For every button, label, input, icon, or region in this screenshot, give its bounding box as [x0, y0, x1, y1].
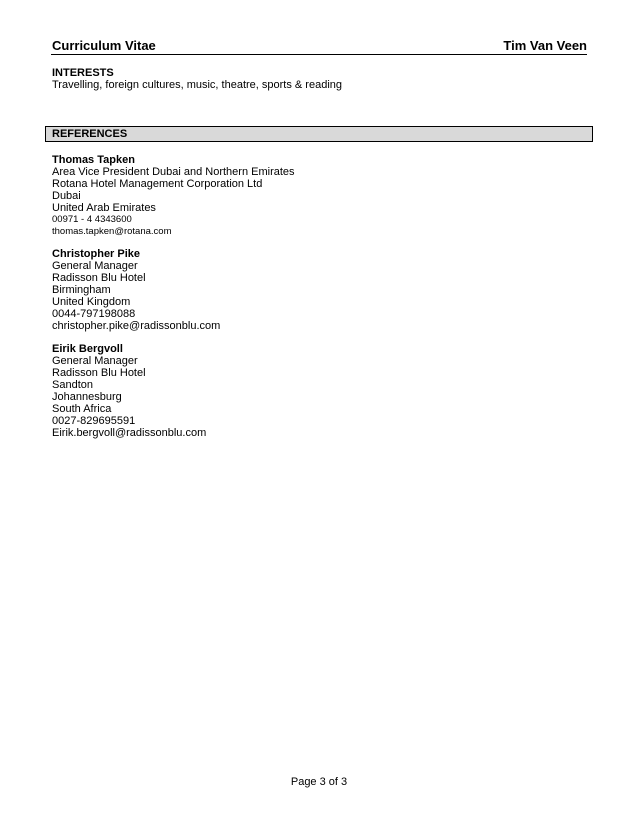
reference-line: United Arab Emirates — [52, 202, 156, 214]
reference-line: South Africa — [52, 403, 112, 415]
reference-email: thomas.tapken@rotana.com — [52, 226, 172, 237]
reference-line: Radisson Blu Hotel — [52, 367, 146, 379]
reference-line: Eirik.bergvoll@radissonblu.com — [52, 427, 207, 439]
references-heading: REFERENCES — [52, 128, 128, 140]
reference-line: Birmingham — [52, 284, 111, 296]
page-header — [51, 38, 587, 55]
reference-line: 0027-829695591 — [52, 415, 136, 427]
reference-line: Rotana Hotel Management Corporation Ltd — [52, 178, 263, 190]
document-title: Curriculum Vitae — [52, 38, 156, 53]
reference-name: Eirik Bergvoll — [52, 343, 123, 355]
reference-line: 0044-797198088 — [52, 308, 136, 320]
references-heading-bar — [45, 126, 593, 142]
reference-entry — [52, 343, 206, 439]
reference-line: United Kingdom — [52, 296, 131, 308]
reference-name: Thomas Tapken — [52, 154, 135, 166]
interests-text: Travelling, foreign cultures, music, theatre, sports & reading — [52, 79, 343, 91]
reference-line: Sandton — [52, 379, 93, 391]
reference-line: Johannesburg — [52, 391, 122, 403]
interests-section — [52, 67, 342, 91]
reference-entry — [52, 248, 220, 332]
author-name: Tim Van Veen — [503, 38, 587, 53]
reference-entry — [52, 154, 295, 238]
reference-line: General Manager — [52, 260, 138, 272]
reference-line: Area Vice President Dubai and Northern Emirates — [52, 166, 295, 178]
reference-line: General Manager — [52, 355, 138, 367]
reference-line: Dubai — [52, 190, 81, 202]
reference-name: Christopher Pike — [52, 248, 141, 260]
interests-heading: INTERESTS — [52, 67, 114, 79]
reference-line: Radisson Blu Hotel — [52, 272, 146, 284]
reference-line: christopher.pike@radissonblu.com — [52, 320, 221, 332]
reference-phone: 00971 - 4 4343600 — [52, 214, 132, 225]
page-number: Page 3 of 3 — [290, 776, 348, 788]
